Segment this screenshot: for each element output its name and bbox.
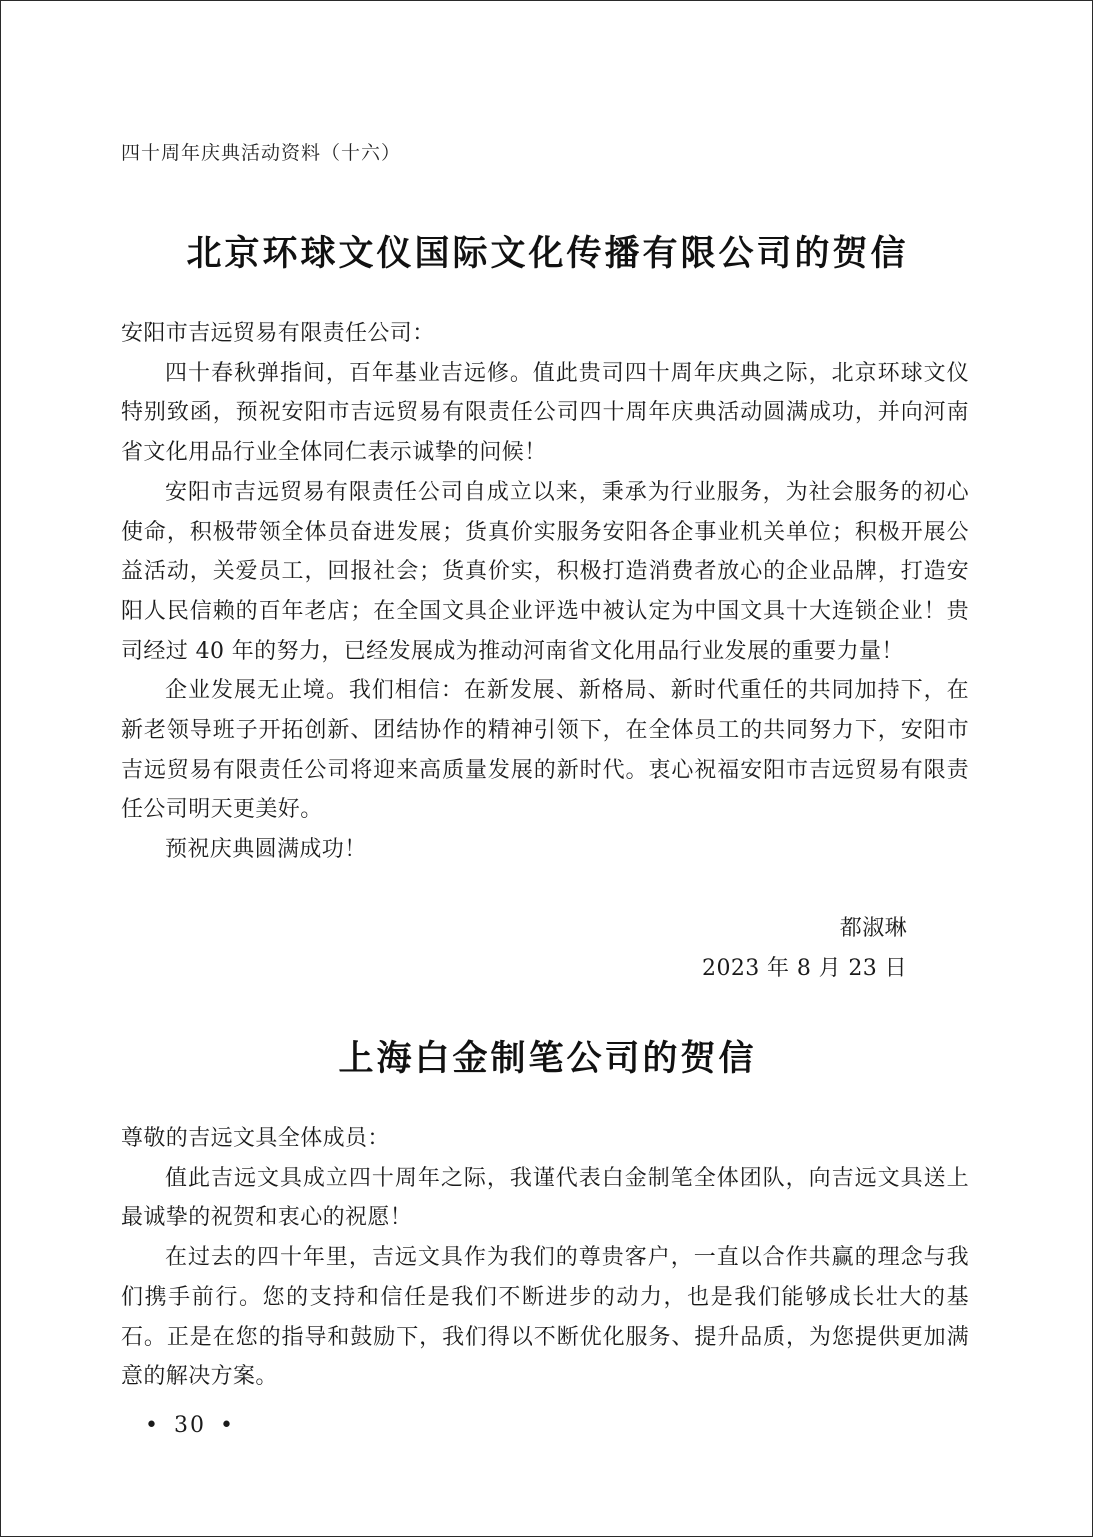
page-number-bullet-left: • — [145, 1413, 160, 1438]
letter2-paragraph: 在过去的四十年里，吉远文具作为我们的尊贵客户，一直以合作共赢的理念与我们携手前行。您的支持和信任是我们不断进步的动力，也是我们能够成长壮大的基石。正是在您的指导和鼓励下，我们得以不断优化服务、提升品质，为您提供更加满意的解决方案。 — [121, 1245, 969, 1390]
letter1-paragraph: 企业发展无止境。我们相信：在新发展、新格局、新时代重任的共同加持下，在新老领导班子开拓创新、团结协作的精神引领下，在全体员工的共同努力下，安阳市吉远贸易有限责任公司将迎来高质量发展的新时代。衷心祝福安阳市吉远贸易有限责任公司明天更美好。 — [121, 678, 969, 823]
letter2-paragraph: 值此吉远文具成立四十周年之际，我谨代表白金制笔全体团队，向吉远文具送上最诚挚的祝贺和衷心的祝愿！ — [121, 1165, 969, 1231]
letter1-paragraph: 四十春秋弹指间，百年基业吉远修。值此贵司四十周年庆典之际，北京环球文仪特别致函，预祝安阳市吉远贸易有限责任公司四十周年庆典活动圆满成功，并向河南省文化用品行业全体同仁表示诚挚的问候！ — [121, 360, 969, 466]
letter2-title: 上海白金制笔公司的贺信 — [338, 1039, 757, 1079]
letter1-body — [121, 314, 969, 870]
page-number-bullet-right: • — [219, 1413, 235, 1438]
letter1-signature: 都淑琳 — [839, 916, 907, 941]
page-number — [131, 1413, 249, 1438]
letter1-date: 2023 年 8 月 23 日 — [702, 956, 907, 981]
letter1-paragraph: 安阳市吉远贸易有限责任公司自成立以来，秉承为行业服务，为社会服务的初心使命，积极带领全体员奋进发展；货真价实服务安阳各企事业机关单位；积极开展公益活动，关爱员工，回报社会；货真价实，积极打造消费者放心的企业品牌，打造安阳人民信赖的百年老店；在全国文具企业评选中被认定为中国文具十大连锁企业！贵司经过 40 年的努力，已经发展成为推动河南省文化用品行业发展的重要力量！ — [121, 479, 969, 664]
letter1-salutation: 安阳市吉远贸易有限责任公司： — [121, 321, 435, 346]
letter2-body — [121, 1119, 969, 1397]
letter1-paragraph: 预祝庆典圆满成功！ — [165, 837, 367, 863]
page-number-value: 30 — [173, 1413, 206, 1438]
letter1-title: 北京环球文仪国际文化传播有限公司的贺信 — [186, 234, 909, 274]
letter2-salutation: 尊敬的吉远文具全体成员： — [121, 1126, 390, 1151]
running-header: 四十周年庆典活动资料（十六） — [121, 142, 402, 164]
